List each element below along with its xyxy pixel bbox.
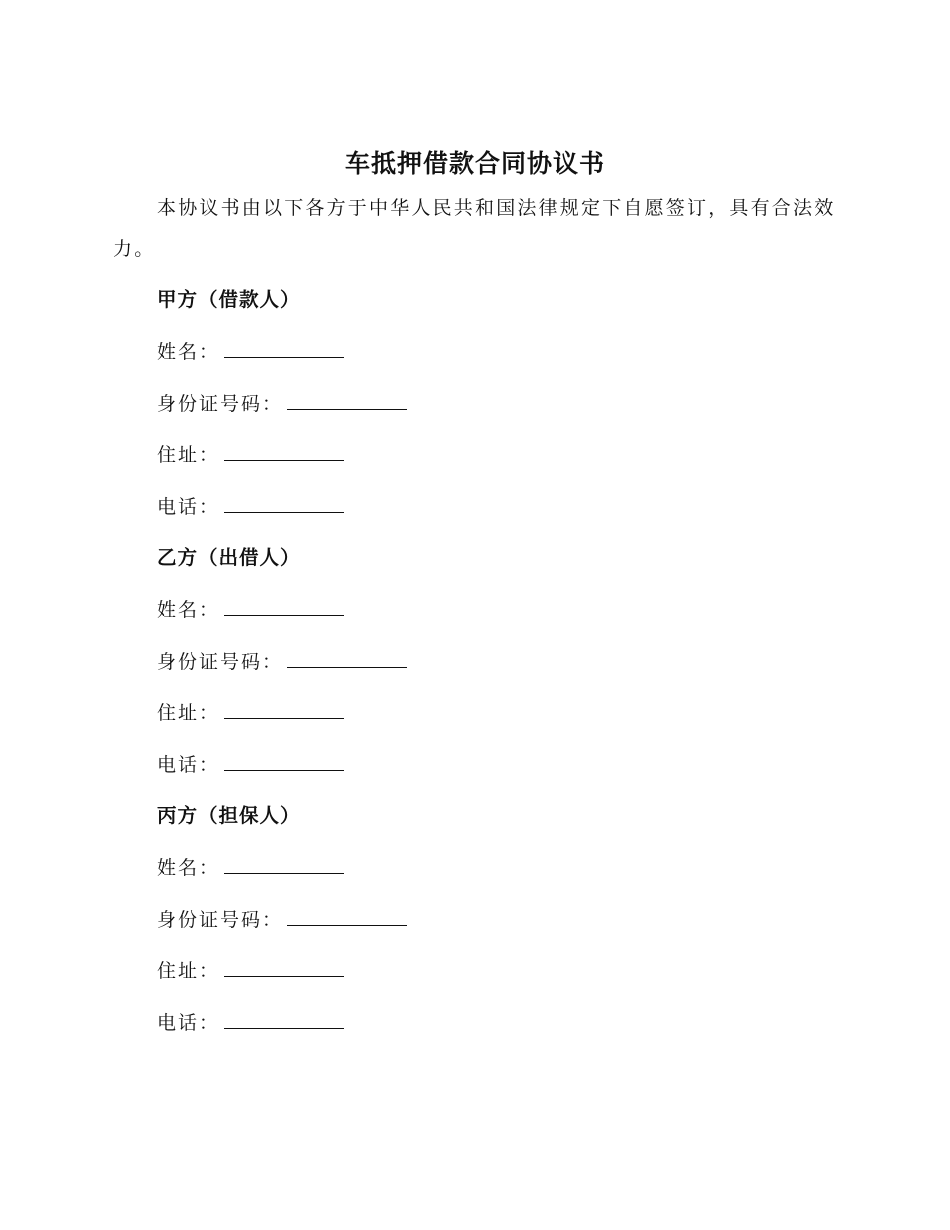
phone-blank-line[interactable] xyxy=(224,1008,344,1029)
address-blank-line[interactable] xyxy=(224,698,344,719)
field-label: 身份证号码： xyxy=(157,393,284,415)
phone-blank-line[interactable] xyxy=(224,750,344,771)
party-b-name-row xyxy=(157,595,344,625)
party-b-phone-row xyxy=(157,750,344,780)
field-label: 电话： xyxy=(157,754,221,776)
address-blank-line[interactable] xyxy=(224,956,344,977)
field-label: 住址： xyxy=(157,960,221,982)
party-b-address-row xyxy=(157,698,344,728)
address-blank-line[interactable] xyxy=(224,440,344,461)
party-c-phone-row xyxy=(157,1008,344,1038)
party-a-id-row xyxy=(157,389,407,419)
party-c-name-row xyxy=(157,853,344,883)
document-title: 车抵押借款合同协议书 xyxy=(344,149,605,178)
party-a-heading: 甲方（借款人） xyxy=(157,288,301,311)
field-label: 电话： xyxy=(157,1012,221,1034)
field-label: 身份证号码： xyxy=(157,909,284,931)
field-label: 住址： xyxy=(157,702,221,724)
party-a-phone-row xyxy=(157,492,344,522)
name-blank-line[interactable] xyxy=(224,595,344,616)
phone-blank-line[interactable] xyxy=(224,492,344,513)
party-c-heading: 丙方（担保人） xyxy=(157,804,301,827)
field-label: 身份证号码： xyxy=(157,651,284,673)
name-blank-line[interactable] xyxy=(224,853,344,874)
party-a-address-row xyxy=(157,440,344,470)
party-c-address-row xyxy=(157,956,344,986)
id-number-blank-line[interactable] xyxy=(287,389,407,410)
id-number-blank-line[interactable] xyxy=(287,647,407,668)
id-number-blank-line[interactable] xyxy=(287,905,407,926)
party-c-id-row xyxy=(157,905,407,935)
intro-paragraph: 本协议书由以下各方于中华人民共和国法律规定下自愿签订，具有合法效力。 xyxy=(113,197,836,260)
field-label: 姓名： xyxy=(157,857,221,879)
field-label: 姓名： xyxy=(157,599,221,621)
party-b-heading: 乙方（出借人） xyxy=(157,546,301,569)
field-label: 电话： xyxy=(157,496,221,518)
name-blank-line[interactable] xyxy=(224,337,344,358)
field-label: 住址： xyxy=(157,444,221,466)
party-a-name-row xyxy=(157,337,344,367)
field-label: 姓名： xyxy=(157,341,221,363)
party-b-id-row xyxy=(157,647,407,677)
